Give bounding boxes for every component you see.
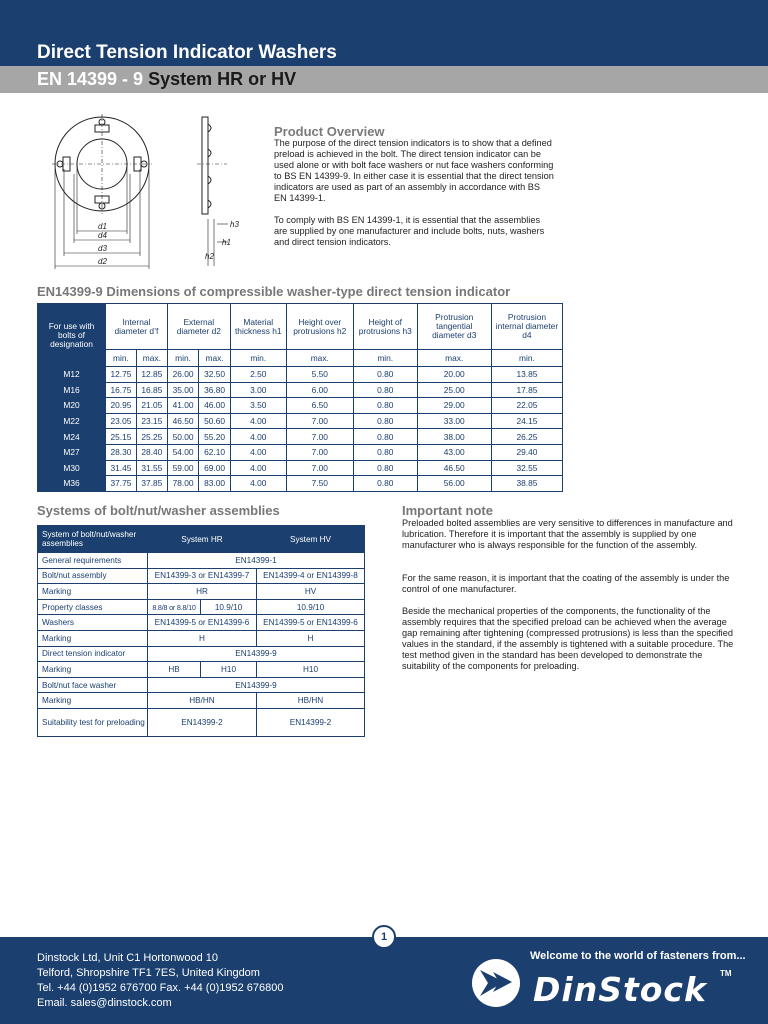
- value-cell: 38.00: [417, 429, 491, 445]
- brand-logo-text: DinStock: [533, 970, 707, 1009]
- value-cell: 38.85: [491, 476, 562, 492]
- value-cell: 25.25: [136, 429, 167, 445]
- value-cell: 4.00: [230, 429, 286, 445]
- designation-cell: M24: [38, 429, 106, 445]
- minmax-cell: max.: [417, 350, 491, 367]
- label-h2: h2: [205, 252, 214, 261]
- cell-value: HB: [148, 662, 201, 678]
- value-cell: 28.40: [136, 444, 167, 460]
- value-cell: 24.15: [491, 413, 562, 429]
- value-cell: 2.50: [230, 367, 286, 383]
- value-cell: 31.45: [106, 460, 137, 476]
- designation-cell: M36: [38, 476, 106, 492]
- label-d3: d3: [98, 244, 107, 253]
- value-cell: 4.00: [230, 476, 286, 492]
- overview-paragraph-1: The purpose of the direct tension indicators is to show that a defined preload is achieved in the bolt. The direct tension indicator can be used alone or with bolt face washers or nut face washers conforming to BS EN 14399-9. In either case it is essential that the direct tension indicators are used as part of an assembly in accordance with BS EN 14399-1.: [274, 138, 554, 203]
- cell-value: EN14399-2: [148, 708, 257, 736]
- value-cell: 0.80: [353, 382, 417, 398]
- cell-value: H10: [257, 662, 365, 678]
- cell-value: H10: [201, 662, 257, 678]
- cell-value: HB/HN: [148, 693, 257, 709]
- value-cell: 83.00: [199, 476, 231, 492]
- value-cell: 7.50: [286, 476, 353, 492]
- minmax-cell: max.: [199, 350, 231, 367]
- value-cell: 22.05: [491, 398, 562, 414]
- washer-drawing: [52, 114, 252, 274]
- value-cell: 26.25: [491, 429, 562, 445]
- address-line: Telford, Shropshire TF1 7ES, United Kingdom: [37, 967, 260, 979]
- dimensions-heading: EN14399-9 Dimensions of compressible washer-type direct tension indicator: [37, 284, 511, 299]
- value-cell: 20.00: [417, 367, 491, 383]
- value-cell: 16.85: [136, 382, 167, 398]
- value-cell: 20.95: [106, 398, 137, 414]
- cell-value: EN14399-1: [148, 553, 365, 569]
- cell-value: EN14399-9: [148, 646, 365, 662]
- dimensions-table: [37, 303, 563, 492]
- value-cell: 26.00: [167, 367, 199, 383]
- table-row: [38, 382, 563, 398]
- value-cell: 12.85: [136, 367, 167, 383]
- label-h1: h1: [222, 238, 231, 247]
- value-cell: 7.00: [286, 444, 353, 460]
- designation-cell: M30: [38, 460, 106, 476]
- note-paragraph-2: For the same reason, it is important that the coating of the assembly is under the control of one manufacturer.: [402, 573, 730, 594]
- value-cell: 50.60: [199, 413, 231, 429]
- page-number: 1: [372, 925, 396, 949]
- standard-code: EN 14399 - 9: [37, 69, 144, 89]
- value-cell: 7.00: [286, 460, 353, 476]
- value-cell: 31.55: [136, 460, 167, 476]
- system-label: System HR or HV: [148, 69, 297, 89]
- table-row: [38, 398, 563, 414]
- cell-value: EN14399-5 or EN14399-6: [257, 615, 365, 631]
- designation-cell: M12: [38, 367, 106, 383]
- trademark-mark: TM: [720, 969, 732, 978]
- sys-header-label: System of bolt/nut/washer assemblies: [38, 526, 148, 553]
- value-cell: 6.00: [286, 382, 353, 398]
- row-label: Suitability test for preloading: [38, 708, 148, 736]
- header-tangential-diameter: Protrusion tangential diameter d3: [417, 304, 491, 350]
- value-cell: 4.00: [230, 413, 286, 429]
- cell-value: EN14399-5 or EN14399-6: [148, 615, 257, 631]
- cell-value: HB/HN: [257, 693, 365, 709]
- value-cell: 78.00: [167, 476, 199, 492]
- minmax-cell: min.: [353, 350, 417, 367]
- phone-line: Tel. +44 (0)1952 676700 Fax. +44 (0)1952 676800: [37, 982, 284, 994]
- cell-value: H: [148, 630, 257, 646]
- cell-value: HV: [257, 584, 365, 600]
- row-label: Marking: [38, 630, 148, 646]
- header-height-of: Height of protrusions h3: [353, 304, 417, 350]
- minmax-cell: max.: [286, 350, 353, 367]
- value-cell: 37.75: [106, 476, 137, 492]
- note-heading: Important note: [402, 503, 493, 518]
- table-row: [38, 429, 563, 445]
- value-cell: 0.80: [353, 460, 417, 476]
- value-cell: 17.85: [491, 382, 562, 398]
- row-label: Property classes: [38, 599, 148, 615]
- cell-value: 8.8/8 or 8.8/10: [148, 599, 201, 615]
- value-cell: 4.00: [230, 444, 286, 460]
- cell-value: H: [257, 630, 365, 646]
- value-cell: 55.20: [199, 429, 231, 445]
- page-subtitle: [37, 69, 296, 90]
- value-cell: 46.50: [167, 413, 199, 429]
- designation-cell: M20: [38, 398, 106, 414]
- sys-header-hv: System HV: [257, 526, 365, 553]
- header-height-over: Height over protrusions h2: [286, 304, 353, 350]
- value-cell: 32.55: [491, 460, 562, 476]
- note-paragraph-1: Preloaded bolted assemblies are very sensitive to differences in manufacture and lubrication. Therefore it is important that the assembly is supplied by one manufacturer who is always responsible for the function of the assembly.: [402, 518, 733, 550]
- value-cell: 35.00: [167, 382, 199, 398]
- page-title: Direct Tension Indicator Washers: [37, 42, 337, 63]
- address-line: Dinstock Ltd, Unit C1 Hortonwood 10: [37, 952, 218, 964]
- value-cell: 37.85: [136, 476, 167, 492]
- row-label: Bolt/nut assembly: [38, 568, 148, 584]
- value-cell: 36.80: [199, 382, 231, 398]
- row-label: Washers: [38, 615, 148, 631]
- designation-cell: M27: [38, 444, 106, 460]
- row-label: Bolt/nut face washer: [38, 677, 148, 693]
- systems-table: [37, 525, 365, 737]
- value-cell: 29.40: [491, 444, 562, 460]
- row-label: Marking: [38, 693, 148, 709]
- value-cell: 0.80: [353, 444, 417, 460]
- value-cell: 0.80: [353, 429, 417, 445]
- minmax-cell: min.: [491, 350, 562, 367]
- value-cell: 3.50: [230, 398, 286, 414]
- value-cell: 7.00: [286, 429, 353, 445]
- value-cell: 21.05: [136, 398, 167, 414]
- value-cell: 28.30: [106, 444, 137, 460]
- header-designation: For use with bolts of designation: [38, 304, 106, 367]
- cell-value: EN14399-3 or EN14399-7: [148, 568, 257, 584]
- email-line[interactable]: [37, 997, 172, 1009]
- designation-cell: M16: [38, 382, 106, 398]
- overview-paragraph-2: To comply with BS EN 14399-1, it is essential that the assemblies are supplied by one manufacturer and include bolts, nuts, washers and direct tension indicators.: [274, 215, 545, 247]
- value-cell: 46.00: [199, 398, 231, 414]
- value-cell: 12.75: [106, 367, 137, 383]
- systems-heading: Systems of bolt/nut/washer assemblies: [37, 503, 280, 518]
- designation-cell: M22: [38, 413, 106, 429]
- row-label: Marking: [38, 662, 148, 678]
- row-label: General requirements: [38, 553, 148, 569]
- table-row: [38, 460, 563, 476]
- label-d4: d4: [98, 231, 107, 240]
- cell-value: EN14399-4 or EN14399-8: [257, 568, 365, 584]
- welcome-tagline: Welcome to the world of fasteners from...: [530, 950, 746, 962]
- table-row: [38, 367, 563, 383]
- value-cell: 56.00: [417, 476, 491, 492]
- value-cell: 0.80: [353, 367, 417, 383]
- cell-value: HR: [148, 584, 257, 600]
- value-cell: 41.00: [167, 398, 199, 414]
- value-cell: 59.00: [167, 460, 199, 476]
- cell-value: EN14399-9: [148, 677, 365, 693]
- value-cell: 43.00: [417, 444, 491, 460]
- header-external-diameter: External diameter d2: [167, 304, 230, 350]
- value-cell: 46.50: [417, 460, 491, 476]
- value-cell: 50.00: [167, 429, 199, 445]
- minmax-cell: min.: [230, 350, 286, 367]
- value-cell: 54.00: [167, 444, 199, 460]
- value-cell: 69.00: [199, 460, 231, 476]
- cell-value: 10.9/10: [257, 599, 365, 615]
- value-cell: 7.00: [286, 413, 353, 429]
- value-cell: 29.00: [417, 398, 491, 414]
- table-row: [38, 444, 563, 460]
- row-label: Direct tension indicator: [38, 646, 148, 662]
- minmax-cell: min.: [106, 350, 137, 367]
- cell-value: EN14399-2: [257, 708, 365, 736]
- value-cell: 5.50: [286, 367, 353, 383]
- value-cell: 33.00: [417, 413, 491, 429]
- email-text[interactable]: Email. sales@dinstock.com: [37, 997, 172, 1009]
- value-cell: 25.15: [106, 429, 137, 445]
- row-label: Marking: [38, 584, 148, 600]
- value-cell: 3.00: [230, 382, 286, 398]
- header-internal-diameter: Internal diameter d’f: [106, 304, 168, 350]
- value-cell: 13.85: [491, 367, 562, 383]
- table-row: [38, 413, 563, 429]
- value-cell: 23.05: [106, 413, 137, 429]
- label-d2: d2: [98, 257, 107, 266]
- value-cell: 0.80: [353, 398, 417, 414]
- value-cell: 25.00: [417, 382, 491, 398]
- minmax-cell: min.: [167, 350, 199, 367]
- label-d1: d1: [98, 222, 107, 231]
- minmax-cell: max.: [136, 350, 167, 367]
- value-cell: 4.00: [230, 460, 286, 476]
- value-cell: 6.50: [286, 398, 353, 414]
- header-protrusion-internal: Protrusion internal diameter d4: [491, 304, 562, 350]
- note-paragraph-3: Beside the mechanical properties of the components, the functionality of the assembly requires that the specified preload can be achieved when the average gap remaining after tightening (compressed protrusions) is less than the specified values in the standard, if the assembly is tightened with a suitable procedure. The test method given in the standard has been developed to demonstrate the suitability of the components for preloading.: [402, 606, 734, 671]
- header-material-thickness: Material thickness h1: [230, 304, 286, 350]
- overview-heading: Product Overview: [274, 124, 385, 139]
- value-cell: 16.75: [106, 382, 137, 398]
- value-cell: 62.10: [199, 444, 231, 460]
- cell-value: 10.9/10: [201, 599, 257, 615]
- sys-header-hr: System HR: [148, 526, 257, 553]
- table-row: [38, 476, 563, 492]
- value-cell: 23.15: [136, 413, 167, 429]
- value-cell: 0.80: [353, 413, 417, 429]
- label-h3: h3: [230, 220, 239, 229]
- value-cell: 32.50: [199, 367, 231, 383]
- value-cell: 0.80: [353, 476, 417, 492]
